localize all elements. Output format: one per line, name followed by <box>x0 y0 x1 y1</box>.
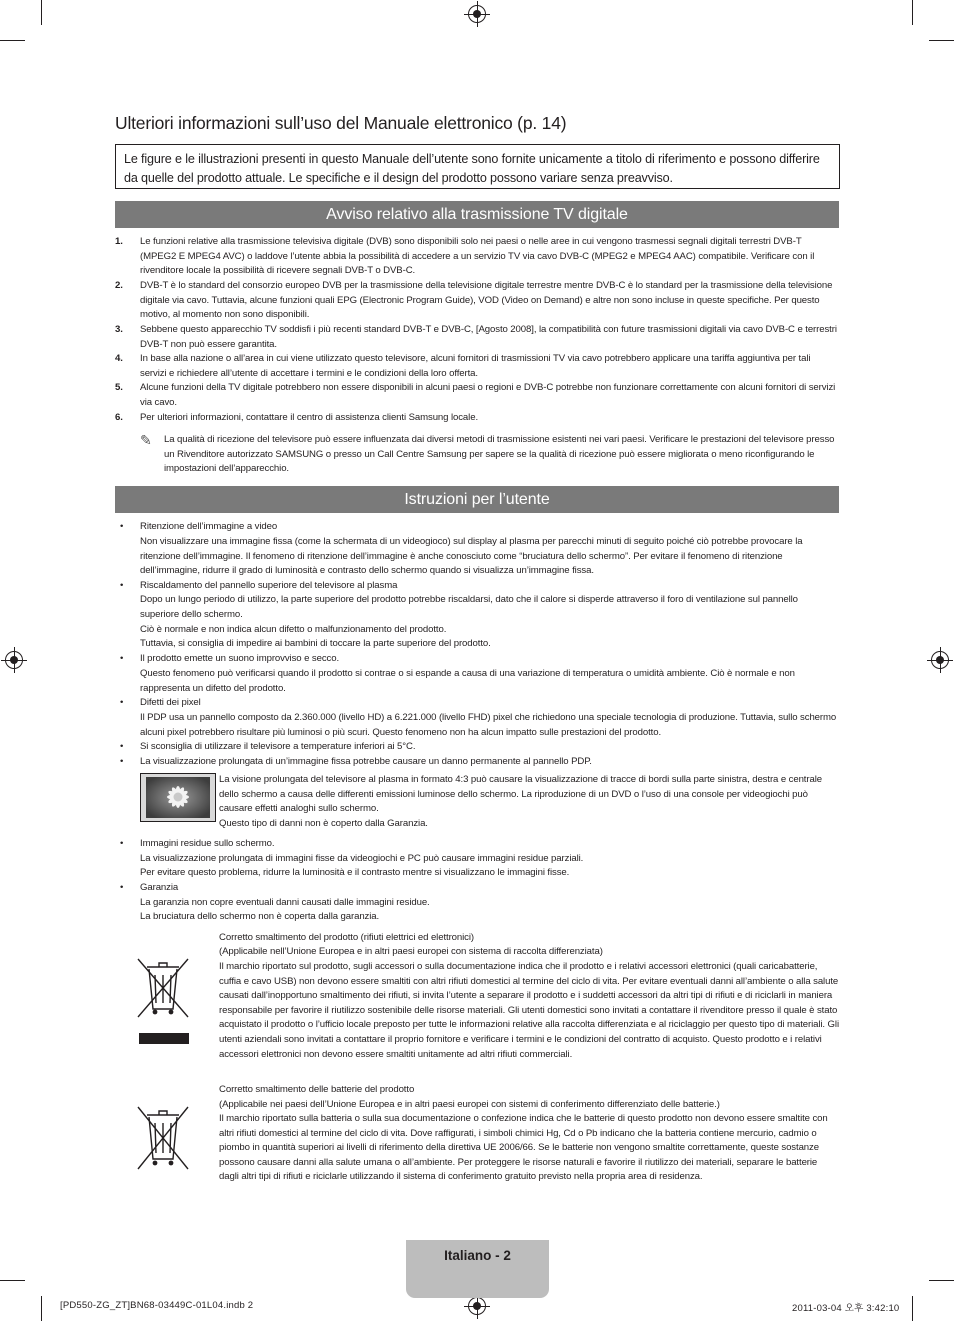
bullet-text: Non visualizzare una immagine fissa (come la schermata di un videogioco) sul display al plasma per parecchi minuti di seguito poiché ciò potrebbe provocare la ritenzione dell’immagine. Il fenomeno di ritenzione dell’immagine è anche conosciuto come “bruciatura dello schermo”. Per evitare il fenomeno di ritenzione dell’immagine, ridurre il grado di luminosità e contrasto dello schermo quando si visualizza un’immagine fissa. <box>140 536 803 577</box>
list-item <box>115 323 839 352</box>
list-item <box>115 352 839 381</box>
print-slug-file: [PD550-ZG_ZT]BN68-03449C-01L04.indb 2 <box>60 1300 254 1311</box>
bullet-text: Tuttavia, si consiglia di impedire ai bambini di toccare la parte superiore del prodotto. <box>140 638 491 649</box>
bullet-item: • Immagini residue sullo schermo. <box>120 837 839 852</box>
battery-text: Il marchio riportato sulla batteria o sulla sua documentazione o confezione indica che le batterie di questo prodotto non devono essere smaltite con altri rifiuti domestici al termine del ciclo di vita. Dove raffigurati, i simboli chimici Hg, Cd o Pb indicano che la batteria contiene mercurio, cadmio o piombo in quantità superiori ai livelli di riferimento della direttiva UE 2006/66. Se le batterie non vengono smaltite correttamente, queste sostanze possono causare danni alla salute umana o all’ambiente. Per proteggere le risorse naturali e favorire il riutilizzo dei materiali, separare le batterie dagli altri tipi di rifiuti e riciclarle utilizzando il sistema di conferimento gratuito previsto nella propria area di residenza. <box>219 1113 828 1183</box>
bullet-item: • Si sconsiglia di utilizzare il televisore a temperature inferiori ai 5°C. <box>120 740 839 755</box>
item-number: 1. <box>115 236 123 247</box>
bullet-text: La visualizzazione prolungata di immagini fisse da videogiochi e PC può causare immagini residue parziali. <box>140 853 584 864</box>
bullet-head: Garanzia <box>140 882 179 893</box>
bullet-item: • Il prodotto emette un suono improvviso e secco. <box>120 652 839 667</box>
bullet-text: Ciò è normale e non indica alcun difetto o malfunzionamento del prodotto. <box>140 624 447 635</box>
print-slug-date: 2011-03-04 오후 3:42:10 <box>792 1303 900 1314</box>
crop-mark <box>929 1280 954 1281</box>
bullet-head: Ritenzione dell’immagine a video <box>140 521 278 532</box>
bullet-text: Questo tipo di danni non è coperto dalla Garanzia. <box>219 818 428 829</box>
bullet-text: Questo fenomeno può verificarsi quando il prodotto si contrae o si espande a causa di una variazione di temperatura o umidità ambiente. Ciò è normale e non rappresenta un difetto del prodotto. <box>140 668 795 694</box>
notice-box: Le figure e le illustrazioni presenti in questo Manuale dell’utente sono fornite unicamente a titolo di riferimento e possono differire da quelle del prodotto attuale. Le specifiche e il design del prodotto possono variare senza preavviso. <box>115 144 840 189</box>
bullet-text: La garanzia non copre eventuali danni causati dalle immagini residue. <box>140 897 430 908</box>
section-title-dtv: Avviso relativo alla trasmissione TV digitale <box>115 201 839 228</box>
registration-mark-icon <box>931 651 949 669</box>
list-item <box>115 381 839 410</box>
item-number: 4. <box>115 353 123 364</box>
bullet-text: La visione prolungata del televisore al plasma in formato 4:3 può causare la visualizzazione di tracce di bordi sulla parte sinistra, destra e centrale dello schermo a causa delle differenti emissioni luminose dello schermo. La riproduzione di un DVD o l’uso di una console per videogiochi può causare effetti analoghi sullo schermo. <box>219 774 822 815</box>
crop-mark <box>0 1280 25 1281</box>
registration-mark-icon <box>5 651 23 669</box>
registration-mark-icon <box>468 5 486 23</box>
battery-subtitle: (Applicabile nei paesi dell’Unione Europea e in altri paesi europei con sistemi di conferimento differenziato delle batterie.) <box>219 1099 720 1110</box>
bullet-head: Riscaldamento del pannello superiore del televisore al plasma <box>140 580 398 591</box>
bullet-text: Dopo un lungo periodo di utilizzo, la parte superiore del prodotto potrebbe riscaldarsi, dato che il calore si disperde attraverso il foro di ventilazione sul pannello superiore dello schermo. <box>140 594 798 620</box>
item-text: Per ulteriori informazioni, contattare il centro di assistenza clienti Samsung locale. <box>140 412 479 423</box>
page-title: Ulteriori informazioni sull’uso del Manuale elettronico (p. 14) <box>115 113 567 133</box>
item-text: Sebbene questo apparecchio TV soddisfi i più recenti standard DVB-T e DVB-C, [Agosto 2008], la compatibilità con future trasmissioni digitali via cavo DVB-C e terrestri DVB-T non può essere garantita. <box>140 324 837 350</box>
item-text: Le funzioni relative alla trasmissione televisiva digitale (DVB) sono disponibili solo nei paesi o nelle aree in cui vengono trasmessi segnali digitali terrestri DVB-T (MPEG2 E MPEG4 AVC) o laddove l’utente abbia la possibilità di accedere a un servizio TV via cavo DVB-C (MPEG2 e MPEG4 AAC) compatibile. Verificare con il rivenditore locale la possibilità di ricevere segnali DVB-T o DVB-C. <box>140 236 815 277</box>
crop-mark <box>41 0 42 25</box>
list-item <box>115 411 839 426</box>
bullet-head: Il prodotto emette un suono improvviso e secco. <box>140 653 340 664</box>
crop-mark <box>929 40 954 41</box>
bullet-head: Si sconsiglia di utilizzare il televisore a temperature inferiori ai 5°C. <box>140 741 416 752</box>
bullet-head: Immagini residue sullo schermo. <box>140 838 275 849</box>
list-item <box>115 279 839 323</box>
item-text: Alcune funzioni della TV digitale potrebbero non essere disponibili in alcuni paesi o regioni e DVB-C potrebbe non funzionare correttamente con alcuni fornitori di servizi via cavo. <box>140 382 836 408</box>
bullet-text: Per evitare questo problema, ridurre la luminosità e il contrasto mentre si visualizzano le immagini fisse. <box>140 867 570 878</box>
flower-screen-thumbnail-graphic <box>141 774 215 821</box>
bullet-head: Difetti dei pixel <box>140 697 201 708</box>
battery-title: Corretto smaltimento delle batterie del prodotto <box>219 1084 415 1095</box>
page-number-tab: Italiano - 2 <box>406 1240 549 1298</box>
crop-mark <box>41 1296 42 1321</box>
item-text: In base alla nazione o all’area in cui viene utilizzato questo televisore, alcuni fornitori di trasmissioni TV via cavo potrebbero applicare una tariffa aggiuntiva per tali servizi e richiedere all’utente di accettare i termini e le condizioni della loro offerta. <box>140 353 811 379</box>
note <box>140 433 839 477</box>
crossed-out-bin-icon <box>133 1103 193 1175</box>
crop-mark <box>0 40 25 41</box>
crop-mark <box>912 0 913 25</box>
crossed-out-bin-icon <box>133 955 193 1045</box>
weee-text: Il marchio riportato sul prodotto, sugli accessori o sulla documentazione indica che il prodotto e i relativi accessori elettronici (quali caricabatterie, cuffia e cavo USB) non devono essere smaltiti con altri rifiuti domestici al termine del ciclo di vita. Per evitare eventuali danni all’ambiente o alla salute causati dall’inopportuno smaltimento dei rifiuti, si invita l’utente a separare il prodotto e i suddetti accessori da altri tipi di rifiuti e di riciclarli in maniera responsabile per favorire il riutilizzo sostenibile delle risorse materiali. Gli utenti domestici sono invitati a contattare il rivenditore presso il quale è stato acquistato il prodotto o l’ufficio locale preposto per tutte le informazioni relative alla raccolta differenziata e al riciclaggio per questo tipo di materiali. Gli utenti aziendali sono invitati a contattare il proprio fornitore e verificare i termini e le condizioni del contratto di acquisto. Questo prodotto e i relativi accessori elettronici non devono essere smaltiti unitamente ad altri rifiuti commerciali. <box>219 961 839 1060</box>
item-number: 2. <box>115 280 123 291</box>
item-number: 3. <box>115 324 123 335</box>
item-number: 6. <box>115 412 123 423</box>
bullet-text: Il PDP usa un pannello composto da 2.360.000 (livello HD) a 6.221.000 (livello FHD) pixel che richiedono una speciale tecnologia di produzione. Tuttavia, sullo schermo alcuni pixel potrebbero risultare più luminosi o più scuri. Questo fenomeno non ha alcun impatto sulle prestazioni del prodotto. <box>140 712 837 738</box>
bullet-item: • Riscaldamento del pannello superiore del televisore al plasma <box>120 579 839 594</box>
bullet-item: • Difetti dei pixel <box>120 696 839 711</box>
bullet-text: La bruciatura dello schermo non è coperta dalla garanzia. <box>140 911 380 922</box>
bullet-item: • Garanzia <box>120 881 839 896</box>
bullet-item: • La visualizzazione prolungata di un’immagine fissa potrebbe causare un danno permanente al pannello PDP. <box>120 755 839 770</box>
section-title-user: Istruzioni per l’utente <box>115 486 839 513</box>
note-text: La qualità di ricezione del televisore può essere influenzata dai diversi metodi di trasmissione esistenti nei vari paesi. Verificare le prestazioni del televisore presso un Rivenditore autorizzato SAMSUNG o presso un Call Centre Samsung per sapere se la qualità di ricezione può essere migliorata o meno riconfigurando le impostazioni dell’apparecchio. <box>164 434 835 475</box>
weee-subtitle: (Applicabile nell’Unione Europea e in altri paesi europei con sistema di raccolta differenziata) <box>219 946 603 957</box>
crossed-out-bin-graphic <box>133 955 193 1045</box>
pencil-note-icon: ✎ <box>140 432 152 448</box>
registration-mark-icon <box>468 1297 486 1315</box>
crop-mark <box>912 1296 913 1321</box>
item-text: DVB-T è lo standard del consorzio europeo DVB per la trasmissione della televisione digitale terrestre mentre DVB-C è lo standard per la trasmissione della televisione digitale via cavo. Tuttavia, alcune funzioni quali EPG (Electronic Program Guide), VOD (Video on Demand) e altre non sono incluse in queste specifiche. Per questo motivo, al momento non sono disponibili. <box>140 280 833 321</box>
crossed-out-bin-graphic <box>133 1103 193 1175</box>
bullet-item: • Ritenzione dell’immagine a video <box>120 520 839 535</box>
list-item <box>115 235 839 279</box>
weee-title: Corretto smaltimento del prodotto (rifiuti elettrici ed elettronici) <box>219 932 475 943</box>
bullet-head: La visualizzazione prolungata di un’immagine fissa potrebbe causare un danno permanente al pannello PDP. <box>140 756 592 767</box>
flower-screen-thumbnail <box>140 773 216 822</box>
item-number: 5. <box>115 382 123 393</box>
